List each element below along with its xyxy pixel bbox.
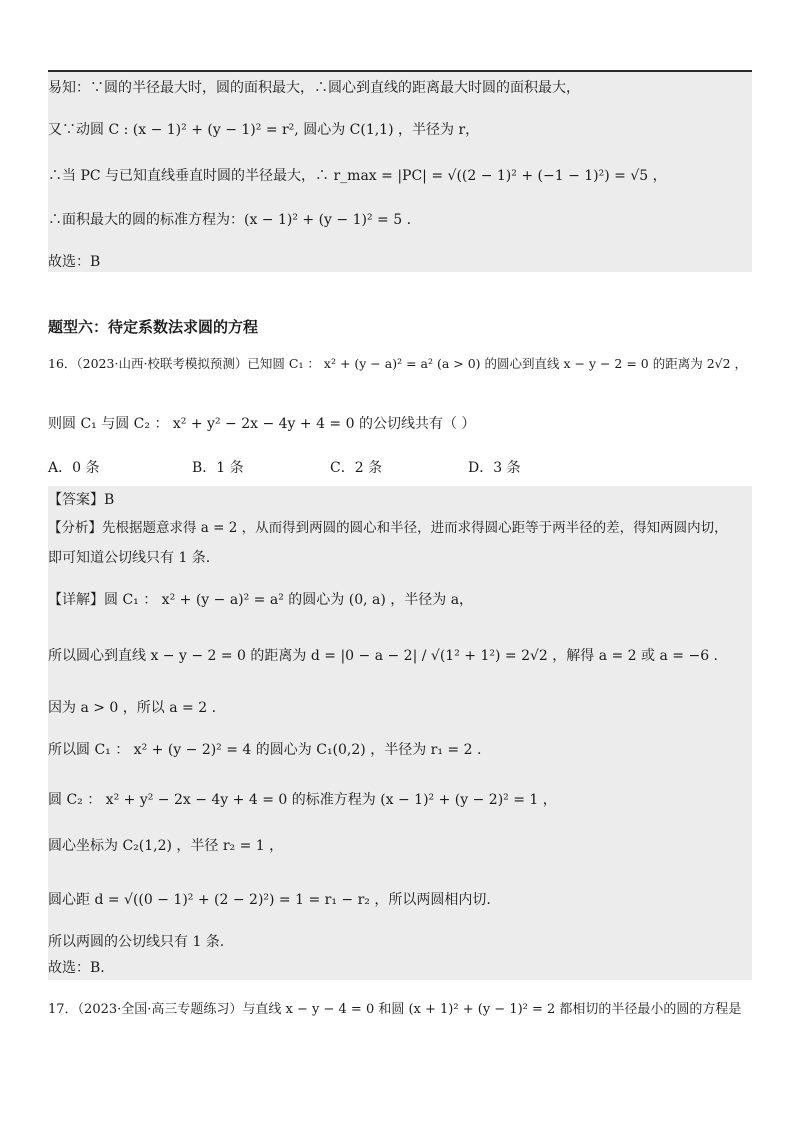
solution-line: 故选：B [48, 254, 101, 270]
question-17 [48, 1000, 752, 1024]
solution-line: ∴面积最大的圆的标准方程为：(x − 1)² + (y − 1)² = 5 . [48, 212, 412, 228]
solution-line: 又∵动圆 C : (x − 1)² + (y − 1)² = r², 圆心为 C(1,1) ，半径为 r， [48, 122, 480, 138]
detail-line: 圆心坐标为 C₂(1,2) ，半径 r₂ = 1 ， [48, 838, 284, 854]
detail-line: 所以两圆的公切线只有 1 条. [48, 934, 225, 950]
detail-line: 所以圆 C₁ ： x² + (y − 2)² = 4 的圆心为 C₁(0,2) ，半径为 r₁ = 2 . [48, 742, 482, 758]
detail-line: 因为 a > 0 ，所以 a = 2 . [48, 700, 217, 716]
solution-line: 易知：∵圆的半径最大时，圆的面积最大，∴圆心到直线的距离最大时圆的面积最大， [48, 80, 580, 96]
question-stem: 则圆 C₁ 与圆 C₂ ： x² + y² − 2x − 4y + 4 = 0 的公切线共有（ ） [48, 416, 476, 432]
question-stem: 16．（2023·山西·校联考模拟预测）已知圆 C₁ ： x² + (y − a)² = a² (a > 0) 的圆心到直线 x − y − 2 = 0 的距离为 2√2 ， [48, 356, 748, 371]
option-d: D．3 条 [468, 460, 521, 476]
question-16 [48, 354, 752, 474]
detail-line: 【详解】圆 C₁ ： x² + (y − a)² = a² 的圆心为 (0, a) ，半径为 a， [48, 592, 474, 608]
option-b: B．1 条 [192, 460, 244, 476]
option-c: C．2 条 [330, 460, 383, 476]
detail-line: 圆心距 d = √((0 − 1)² + (2 − 2)²) = 1 = r₁ − r₂ ，所以两圆相内切. [48, 892, 491, 908]
question-stem: 17．（2023·全国·高三专题练习）与直线 x − y − 4 = 0 和圆 (x + 1)² + (y − 1)² = 2 都相切的半径最小的圆的方程是 [48, 1002, 742, 1017]
analysis-line: 【分析】先根据题意求得 a = 2 ，从而得到两圆的圆心和半径，进而求得圆心距等于两半径的差，得知两圆内切， [48, 520, 728, 536]
solution-box [48, 486, 752, 980]
solution-line: ∴当 PC 与已知直线垂直时圆的半径最大，∴ r_max = |PC| = √((2 − 1)² + (−1 − 1)²) = √5 ， [48, 168, 667, 184]
detail-line: 故选：B. [48, 960, 105, 976]
analysis-line: 即可知道公切线只有 1 条. [48, 550, 211, 566]
previous-solution-box [48, 72, 752, 272]
detail-line: 圆 C₂ ： x² + y² − 2x − 4y + 4 = 0 的标准方程为 (x − 1)² + (y − 2)² = 1 ， [48, 792, 557, 808]
option-a: A．0 条 [48, 460, 100, 476]
section-heading: 题型六：待定系数法求圆的方程 [48, 318, 259, 336]
detail-line: 所以圆心到直线 x − y − 2 = 0 的距离为 d = |0 − a − 2| / √(1² + 1²) = 2√2 ，解得 a = 2 或 a = −6 . [48, 648, 719, 664]
answer-line: 【答案】B [48, 492, 115, 508]
